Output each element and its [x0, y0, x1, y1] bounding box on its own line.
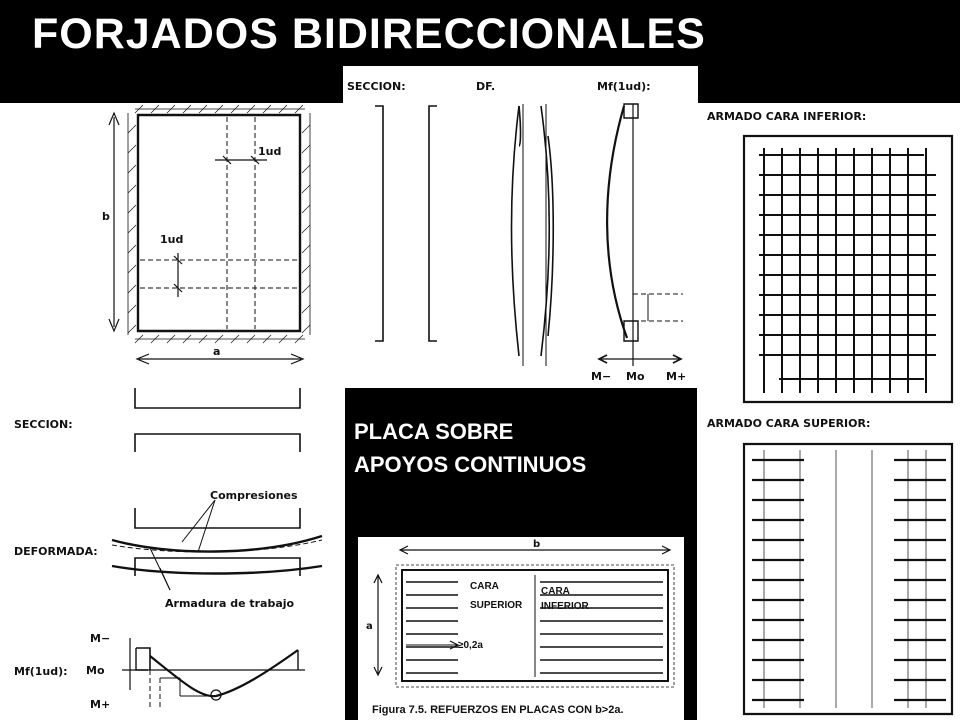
- plan-dim-a: a: [213, 345, 221, 358]
- strip-axis-mo: Mo: [626, 370, 645, 383]
- strip-axis-m-plus: M+: [666, 370, 687, 383]
- fig-reinforcement-length: ≥0,2a: [458, 640, 483, 651]
- armado-inferior-diagram: [704, 103, 960, 408]
- armado-superior-diagram: [704, 410, 960, 720]
- label-compresiones: Compresiones: [210, 489, 298, 502]
- strip-header-seccion: SECCION:: [347, 80, 406, 93]
- plan-strip-label-2: 1ud: [160, 233, 184, 246]
- plan-dim-b: b: [102, 210, 110, 223]
- plate-plan-diagram: [95, 103, 320, 368]
- section-diagram: [10, 380, 340, 720]
- fig-superior: SUPERIOR: [470, 600, 523, 611]
- armado-inferior-label: ARMADO CARA INFERIOR:: [707, 110, 867, 123]
- fig-cara-left: CARA: [470, 581, 499, 592]
- section-axis-m-minus: M−: [90, 632, 111, 645]
- figure-7-5: [358, 537, 684, 720]
- plan-strip-label-1: 1ud: [258, 145, 282, 158]
- fig-dim-a: a: [366, 621, 373, 632]
- panel-line-1: PLACA SOBRE: [354, 419, 514, 444]
- fig-dim-b: b: [533, 539, 541, 550]
- fig-inferior: INFERIOR: [541, 601, 589, 612]
- panel-line-2: APOYOS CONTINUOS: [354, 452, 587, 477]
- label-armadura: Armadura de trabajo: [165, 597, 295, 610]
- fig-caption: Figura 7.5. REFUERZOS EN PLACAS CON b>2a.: [372, 704, 624, 716]
- strip-diagram: [343, 66, 698, 388]
- section-label-deformada: DEFORMADA:: [14, 545, 98, 558]
- strip-header-mf: Mf(1ud):: [597, 80, 651, 93]
- armado-superior-label: ARMADO CARA SUPERIOR:: [707, 417, 871, 430]
- section-axis-mo: Mo: [86, 664, 105, 677]
- section-axis-m-plus: M+: [90, 698, 111, 711]
- strip-header-df: DF.: [476, 80, 496, 93]
- section-label-mf: Mf(1ud):: [14, 665, 68, 678]
- placa-panel-text: [354, 415, 586, 481]
- strip-axis-m-minus: M−: [591, 370, 612, 383]
- fig-cara-right: CARA: [541, 586, 570, 597]
- slide-title: FORJADOS BIDIRECCIONALES: [32, 10, 706, 58]
- section-label-seccion: SECCION:: [14, 418, 73, 431]
